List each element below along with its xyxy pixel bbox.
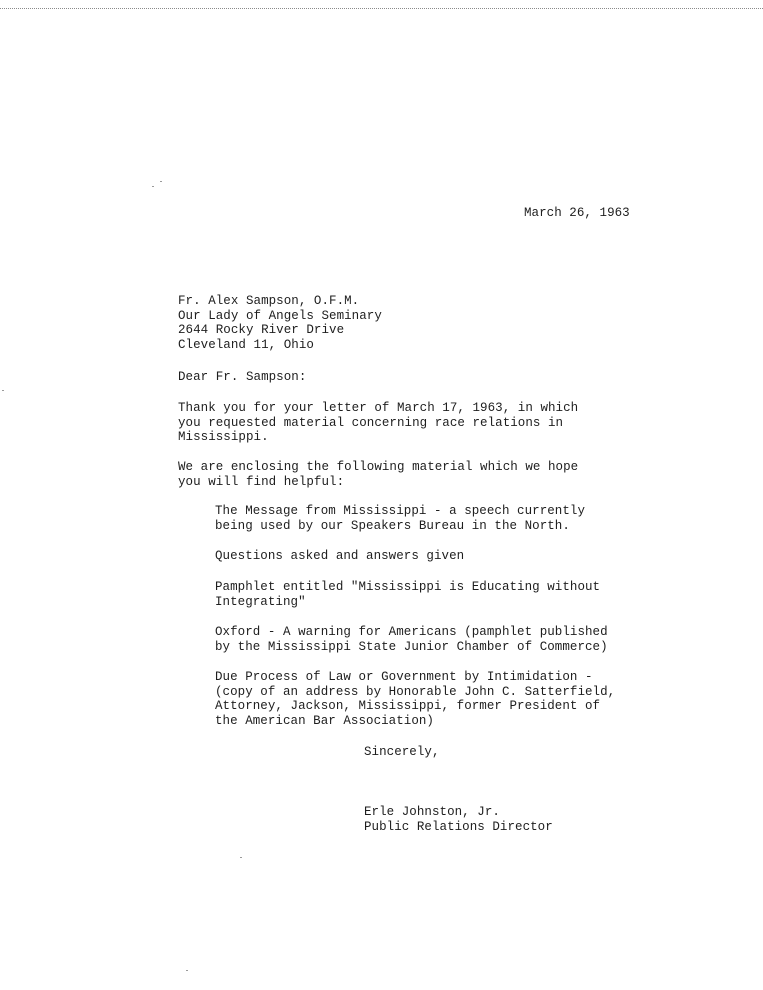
scan-speck <box>2 390 4 391</box>
paragraph-2 <box>178 460 578 489</box>
scan-speck <box>152 186 154 187</box>
enclosure-line: The Message from Mississippi - a speech currently <box>215 504 586 518</box>
signer-title: Public Relations Director <box>364 819 553 834</box>
enclosure-line: being used by our Speakers Bureau in the North. <box>215 518 570 533</box>
enclosure-item <box>215 670 615 728</box>
enclosure-item <box>215 625 608 654</box>
enclosure-line: Integrating" <box>215 594 306 609</box>
enclosure-line: (copy of an address by Honorable John C. Satterfield, <box>215 684 616 699</box>
scan-speck <box>186 970 188 971</box>
enclosure-line: Attorney, Jackson, Mississippi, former President of <box>215 699 601 713</box>
signature-block <box>364 805 553 834</box>
recipient-address <box>178 294 382 352</box>
enclosure-line: by the Mississippi State Junior Chamber of Commerce) <box>215 639 608 654</box>
paragraph-line: you will find helpful: <box>178 474 345 489</box>
enclosure-line: Due Process of Law or Government by Intimidation - <box>215 670 593 684</box>
recipient-org: Our Lady of Angels Seminary <box>178 308 382 323</box>
signer-name: Erle Johnston, Jr. <box>364 805 500 819</box>
paragraph-line: Mississippi. <box>178 430 269 444</box>
scan-top-edge <box>0 0 763 9</box>
recipient-city: Cleveland 11, Ohio <box>178 337 314 352</box>
paragraph-1 <box>178 401 578 445</box>
paragraph-line: We are enclosing the following material which we hope <box>178 460 579 474</box>
enclosure-item <box>215 504 585 533</box>
closing: Sincerely, <box>364 745 440 759</box>
enclosure-line: Pamphlet entitled "Mississippi is Educating without <box>215 580 601 594</box>
enclosure-item <box>215 549 464 564</box>
salutation: Dear Fr. Sampson: <box>178 370 307 384</box>
enclosure-item <box>215 580 600 609</box>
paragraph-line: you requested material concerning race relations in <box>178 415 564 430</box>
paragraph-line: Thank you for your letter of March 17, 1963, in which <box>178 401 579 415</box>
enclosure-line: the American Bar Association) <box>215 713 434 728</box>
scan-speck <box>160 181 162 182</box>
scan-speck <box>240 857 242 858</box>
enclosure-line: Questions asked and answers given <box>215 549 465 563</box>
recipient-name: Fr. Alex Sampson, O.F.M. <box>178 294 360 308</box>
enclosure-line: Oxford - A warning for Americans (pamphlet published <box>215 625 608 639</box>
recipient-street: 2644 Rocky River Drive <box>178 323 345 337</box>
letter-date: March 26, 1963 <box>524 206 630 220</box>
